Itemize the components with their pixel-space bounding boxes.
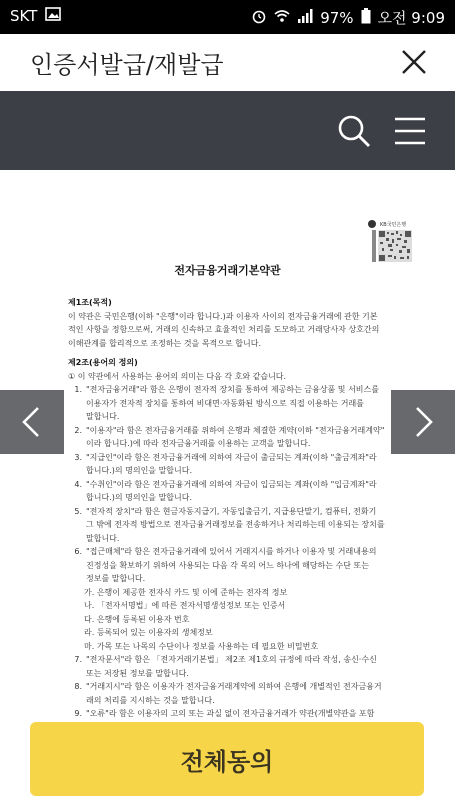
definition-item (68, 667, 390, 681)
chevron-left-icon (18, 406, 46, 438)
item-text: 진정성을 확보하기 위하여 사용되는 다음 각 목의 어느 하나에 해당하는 수단 또는 (86, 560, 369, 570)
close-icon (399, 47, 429, 77)
menu-button[interactable] (393, 115, 427, 147)
text-line: 이 약관은 국민은행(이하 "은행"이라 합니다.)과 이용자 사이의 전자금융거래에 관한 기본 (68, 311, 378, 321)
definition-item (68, 424, 390, 438)
item-text: 합니다.)의 명의인을 말합니다. (86, 466, 193, 475)
definition-item (68, 397, 390, 411)
definition-item (68, 505, 390, 519)
item-text: "지급인"이라 함은 전자금융거래에 의하여 자금이 출금되는 계좌(이하 "출금계좌"라 (86, 452, 377, 462)
item-text: "전자적 장치"라 함은 현금자동지급기, 자동입출금기, 지급용단말기, 컴퓨터, 전화기 (86, 506, 377, 516)
item-text: "거래지시"라 함은 이용자가 전자금융거래계약에 의하여 은행에 개별적인 전자금융거 (86, 682, 382, 691)
battery-percent: 97% (320, 8, 354, 27)
wifi-icon (274, 9, 290, 27)
item-number (68, 532, 82, 546)
sub-item: 라. 등록되어 있는 이용자의 생체정보 (84, 628, 213, 637)
item-text: "이용자"라 함은 전자금융거래를 위하여 은행과 체결한 계약(이하 "전자금융거래계약" (86, 425, 385, 435)
battery-icon (361, 8, 371, 28)
document-body (68, 290, 390, 721)
terms-document[interactable] (0, 170, 455, 809)
text-line: ① 이 약관에서 사용하는 용어의 의미는 다음 각 호와 같습니다. (68, 371, 287, 381)
item-number: 5. (74, 506, 82, 516)
item-text: 이라 합니다.)에 따라 전자금융거래를 이용하는 고객을 말합니다. (86, 439, 311, 448)
chevron-right-icon (409, 406, 437, 438)
sub-item: 나. 「전자서명법」에 따른 전자서명생성정보 또는 인증서 (84, 601, 286, 610)
definition-item (68, 478, 390, 492)
item-number: 8. (74, 682, 82, 691)
status-bar (0, 0, 455, 34)
item-number: 7. (74, 655, 82, 664)
definition-item (68, 437, 390, 451)
item-text: "전자금융거래"라 함은 은행이 전자적 장치를 통하여 제공하는 금융상품 및 서비스를 (86, 385, 379, 394)
definition-list (68, 383, 390, 586)
definition-item (68, 383, 390, 397)
definition-item (68, 451, 390, 465)
item-text: 래의 처리를 지시하는 것을 말합니다. (86, 695, 215, 705)
hamburger-menu-icon (393, 115, 427, 147)
text-line: 적인 사항을 정함으로써, 거래의 신속하고 효율적인 처리를 도모하고 거래당사자 상호간의 (68, 325, 380, 334)
nav-bar (0, 91, 455, 170)
item-number: 9. (74, 709, 82, 718)
item-number: 3. (74, 452, 82, 462)
item-number (68, 518, 82, 532)
text-line: 이해관계를 합리적으로 조정하는 것을 목적으로 합니다. (68, 338, 261, 348)
item-text: 말합니다. (86, 412, 120, 421)
definition-item (68, 559, 390, 573)
definition-item (68, 680, 390, 694)
definition-item (68, 545, 390, 559)
gallery-icon (45, 7, 61, 25)
item-number (68, 572, 82, 586)
definition-list-continued (68, 653, 390, 721)
item-number (68, 410, 82, 424)
item-number: 1. (74, 385, 82, 394)
definition-item (68, 532, 390, 546)
qr-code-stamp (366, 218, 414, 264)
clock: 오전 9:09 (377, 9, 445, 27)
definition-item (68, 694, 390, 708)
item-text: 또는 저장된 정보를 말합니다. (86, 668, 189, 678)
definition-item (68, 653, 390, 667)
next-page-button[interactable] (391, 390, 455, 454)
agree-all-label: 전체동의 (180, 748, 274, 776)
section-heading: 제1조(목적) (68, 298, 112, 307)
alarm-icon (251, 8, 267, 28)
item-number: 6. (74, 547, 82, 556)
item-text: "접근매체"라 함은 전자금융거래에 있어서 거래지시를 하거나 이용자 및 거래내용의 (86, 547, 377, 556)
access-media-list (68, 586, 390, 654)
document-title: 전자금융거래기본약관 (174, 264, 281, 277)
item-number (68, 559, 82, 573)
qr-label: KB국민은행 (380, 222, 407, 228)
app-header (0, 34, 455, 92)
item-text: 합니다.)의 명의인을 말합니다. (86, 493, 193, 502)
sub-item: 마. 가목 또는 나목의 수단이나 정보를 사용하는 데 필요한 비밀번호 (84, 641, 319, 651)
item-text: "전자문서"라 함은 「전자거래기본법」 제2조 제1호의 규정에 따라 작성, 송신·수신 (86, 655, 377, 664)
definition-item (68, 572, 390, 586)
section-heading: 제2조(용어의 정의) (68, 358, 138, 367)
item-number (68, 397, 82, 411)
item-number (68, 694, 82, 708)
sub-item: 다. 은행에 등록된 이용자 번호 (84, 614, 190, 624)
item-text: 말합니다. (86, 533, 120, 543)
item-number (68, 437, 82, 451)
search-icon (336, 113, 372, 149)
close-button[interactable] (399, 47, 429, 77)
definition-item (68, 491, 390, 505)
signal-icon (297, 9, 313, 27)
item-number (68, 667, 82, 681)
item-number (68, 491, 82, 505)
item-text: 그 밖에 전자적 방법으로 전자금융거래정보를 전송하거나 처리하는데 이용되는 장치를 (86, 520, 385, 529)
item-text: 정보를 말합니다. (86, 574, 146, 583)
definition-item (68, 707, 390, 721)
page-title: 인증서발급/재발급 (30, 51, 224, 79)
agree-all-button[interactable] (30, 722, 424, 796)
item-text: "오류"라 함은 이용자의 고의 또는 과실 없이 전자금융거래가 약관(개별약관을 포함 (86, 709, 375, 718)
definition-item (68, 410, 390, 424)
definition-item (68, 518, 390, 532)
definition-item (68, 464, 390, 478)
carrier-label: SKT (10, 7, 38, 25)
item-number (68, 464, 82, 478)
item-number: 4. (74, 479, 82, 489)
item-number: 2. (74, 425, 82, 435)
prev-page-button[interactable] (0, 390, 64, 454)
search-button[interactable] (336, 113, 372, 149)
item-text: "수취인"이라 함은 전자금융거래에 의하여 자금이 입금되는 계좌(이하 "입금계좌"라 (86, 479, 377, 489)
item-text: 이용자가 전자적 장치를 통하여 비대면·자동화된 방식으로 직접 이용하는 거래를 (86, 398, 364, 408)
sub-item: 가. 은행이 제공한 전자식 카드 및 이에 준하는 전자적 정보 (84, 587, 288, 597)
